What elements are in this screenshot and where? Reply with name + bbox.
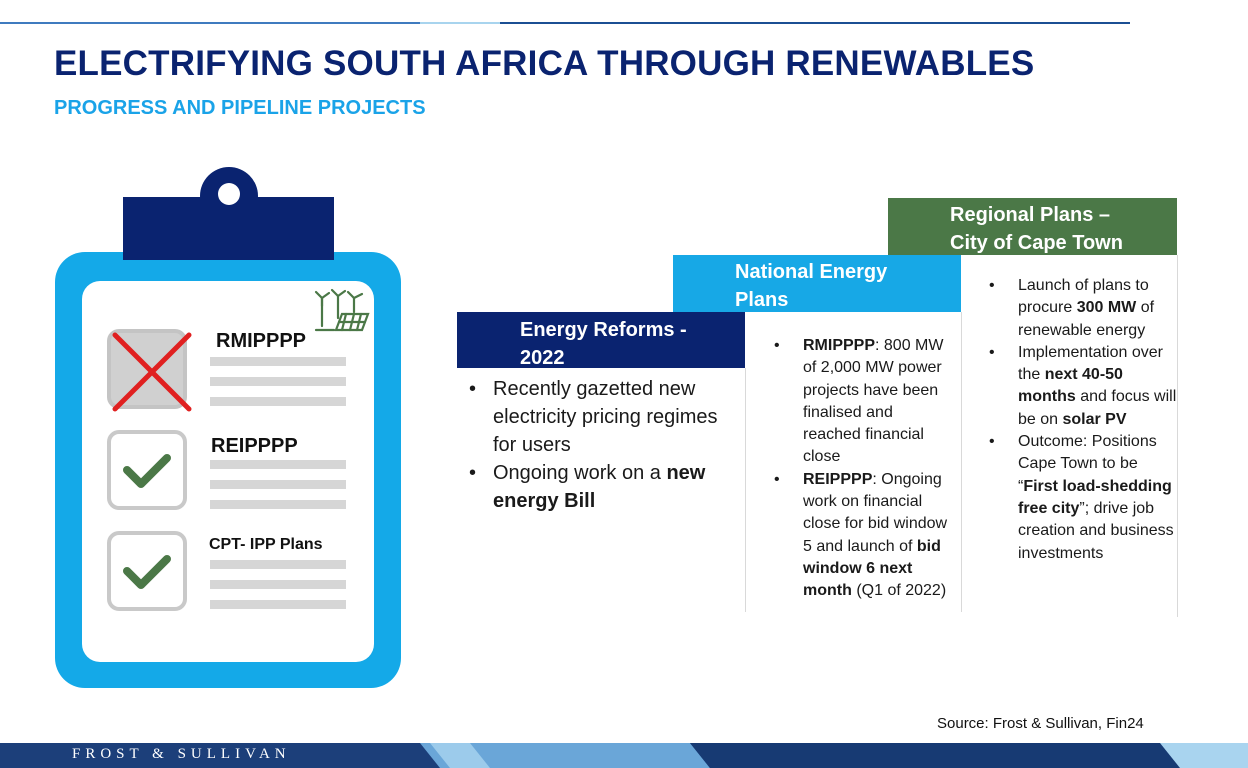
bullet-item xyxy=(770,469,955,603)
bullet-item xyxy=(985,342,1177,431)
bullet-item xyxy=(461,375,746,459)
energy-reforms-content xyxy=(461,375,746,515)
bullet-bold-text: next 40-50 months xyxy=(1018,366,1123,406)
bullet-text: of renewable energy xyxy=(1018,299,1155,339)
wind-solar-icon xyxy=(314,288,370,334)
bullet-item xyxy=(985,431,1177,565)
bullet-text: : Ongoing work on financial close for bid window 5 and launch of xyxy=(803,470,948,555)
bullet-text: : 800 MW of 2,000 MW power projects have been finalised and reached financial close xyxy=(803,337,944,466)
top-divider-line xyxy=(420,22,500,24)
clipboard-clip-hole xyxy=(218,183,240,205)
bullet-text: Recently gazetted new electricity pricing regimes for users xyxy=(493,378,718,456)
header-line: 2022 xyxy=(520,347,565,369)
bullet-bold-text: new energy Bill xyxy=(493,462,706,512)
header-line: Regional Plans – xyxy=(950,204,1111,226)
bullet-bold-text: solar PV xyxy=(1062,410,1127,428)
bullet-item xyxy=(770,335,955,469)
header-line: Plans xyxy=(735,289,789,311)
bullet-bold-text: First load-shedding free city xyxy=(1018,477,1172,517)
bullet-text: and focus will be on xyxy=(1018,388,1177,428)
frost-sullivan-logo: FROST & SULLIVAN xyxy=(72,746,291,762)
checkmark-icon xyxy=(107,430,187,510)
clipboard-item-label: CPT- IPP Plans xyxy=(209,536,323,553)
top-divider-line xyxy=(500,22,1130,24)
column-divider xyxy=(961,312,962,612)
regional-plans-header xyxy=(888,198,1177,255)
national-plans-header xyxy=(673,255,961,312)
clipboard-item-label: REIPPPP xyxy=(211,435,298,457)
bullet-text: Launch of plans to procure xyxy=(1018,277,1149,317)
bullet-bold-text: REIPPPP xyxy=(803,470,873,488)
clipboard-item-label: RMIPPPP xyxy=(216,330,307,352)
bullet-item xyxy=(461,459,746,515)
bullet-bold-text: RMIPPPP xyxy=(803,337,876,354)
header-line: National Energy xyxy=(735,261,888,283)
bullet-text: Ongoing work on a xyxy=(493,462,667,484)
checkmark-icon xyxy=(107,531,187,611)
bullet-text: Outcome: Positions Cape Town to be “ xyxy=(1018,433,1157,495)
national-plans-content xyxy=(770,335,955,603)
source-note: Source: Frost & Sullivan, Fin24 xyxy=(937,715,1144,732)
bullet-text: ”; drive job creation and business investments xyxy=(1018,499,1174,562)
bullet-text: (Q1 of 2022) xyxy=(851,582,947,600)
bullet-text: Implementation over the xyxy=(1018,343,1163,384)
top-divider-line xyxy=(0,22,420,24)
column-divider xyxy=(1177,255,1178,617)
page-subtitle: PROGRESS AND PIPELINE PROJECTS xyxy=(54,97,426,119)
bullet-bold-text: bid window 6 next month xyxy=(803,537,941,600)
page-title: ELECTRIFYING SOUTH AFRICA THROUGH RENEWABLES xyxy=(54,44,1035,83)
energy-reforms-header xyxy=(457,312,745,368)
regional-plans-content xyxy=(985,275,1177,565)
header-line: City of Cape Town xyxy=(950,232,1123,254)
header-line: Energy Reforms - xyxy=(520,319,687,341)
bullet-bold-text: 300 MW xyxy=(1076,299,1137,317)
cross-icon xyxy=(109,329,195,415)
bullet-item xyxy=(985,275,1177,342)
clipboard-clip xyxy=(123,197,334,260)
